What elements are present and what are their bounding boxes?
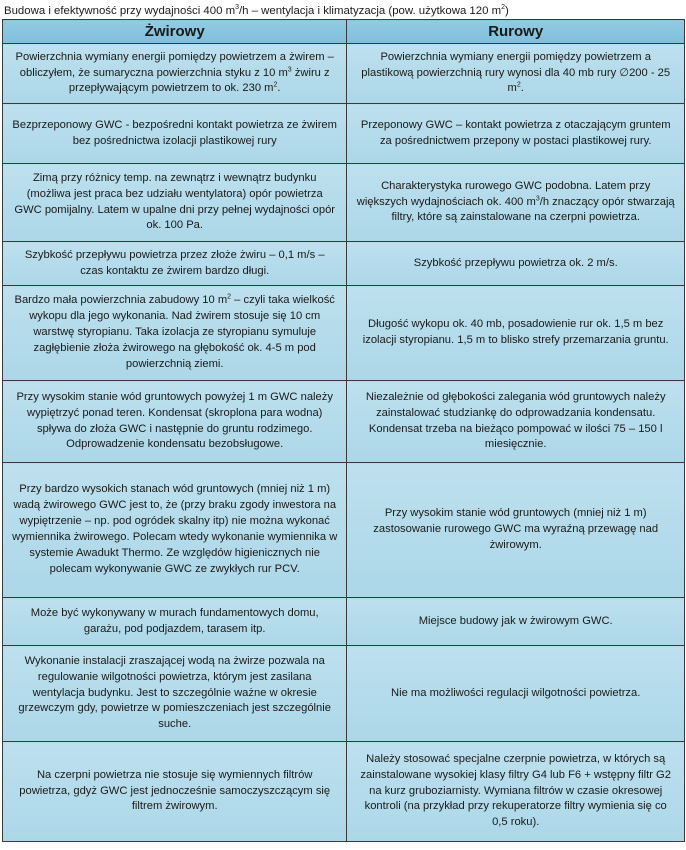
header-pipe: Rurowy	[347, 20, 685, 44]
table-title: Budowa i efektywność przy wydajności 400 $m^3/h$ – wentylacja i klimatyzacja (pow. użytkowa 120 $m^2$)	[4, 4, 509, 17]
table-row	[3, 164, 685, 242]
pipe-cell: Charakterystyka rurowego GWC podobna. Latem przy większych wydajnościach ok. 400 $m^3/h$ znaczący opór stwarzają filtry, które są zainstalowane na czerpni powietrza.	[347, 164, 685, 242]
gravel-cell: Przy bardzo wysokich stanach wód gruntowych (mniej niż 1 m) wadą żwirowego GWC jest to, że (przy braku zgody inwestora na wypiętrzenie – np. pod ogródek skalny itp) nie można wykonać wymiennika żwirowego. Polecam wtedy wykonanie wymiennika w systemie Awadukt Thermo. Ze względów higienicznych nie polecam wykonywanie GWC ze zwykłych rur PCV.	[3, 463, 347, 598]
table-row	[3, 242, 685, 286]
pipe-cell: Należy stosować specjalne czerpnie powietrza, w których są zainstalowane wysokiej klasy filtry G4 lub F6 + wstępny filtr G2 na kurz gruboziarnisty. Wymiana filtrów w czasie okresowej kontroli (na przykład przy rekuperatorze filtry wymienia się co 0,5 roku).	[347, 742, 685, 842]
comparison-table	[2, 19, 685, 842]
pipe-cell: Długość wykopu ok. 40 mb, posadowienie rur ok. 1,5 m bez izolacji styropianu. 1,5 m to blisko strefy przemarzania gruntu.	[347, 286, 685, 381]
pipe-cell: Nie ma możliwości regulacji wilgotności powietrza.	[347, 646, 685, 742]
gravel-cell: Bardzo mała powierzchnia zabudowy 10 $m^2$ – czyli taka wielkość wykopu dla jego wykonania. Nad żwirem stosuje się 10 cm warstwę styropianu. Taka izolacja ze styropianu symuluje zagłębienie złoża żwirowego na głębokość ok. 4-5 m pod powierzchnią ziemi.	[3, 286, 347, 381]
pipe-cell: Przeponowy GWC – kontakt powietrza z otaczającym gruntem za pośrednictwem przepony w postaci plastikowej rury.	[347, 104, 685, 164]
pipe-cell: Niezależnie od głębokości zalegania wód gruntowych należy zainstalować studziankę do odprowadzania kondensatu. Kondensat trzeba na bieżąco pompować w ilości 75 – 150 l miesięcznie.	[347, 381, 685, 463]
header-row	[3, 20, 685, 44]
pipe-cell: Przy wysokim stanie wód gruntowych (mniej niż 1 m) zastosowanie rurowego GWC ma wyraźną przewagę nad żwirowym.	[347, 463, 685, 598]
gravel-cell: Przy wysokim stanie wód gruntowych powyżej 1 m GWC należy wypiętrzyć ponad teren. Kondensat (skroplona para wodna) spływa do złoża GWC i następnie do gruntu rodzimego. Odprowadzenie kondensatu bezobsługowe.	[3, 381, 347, 463]
gravel-cell: Może być wykonywany w murach fundamentowych domu, garażu, pod podjazdem, tarasem itp.	[3, 598, 347, 646]
pipe-cell: Powierzchnia wymiany energii pomiędzy powietrzem a plastikową powierzchnią rury wynosi dla 40 mb rury ∅200 - 25 $m^2$.	[347, 44, 685, 104]
table-row	[3, 463, 685, 598]
table-row	[3, 381, 685, 463]
gravel-cell: Bezprzeponowy GWC - bezpośredni kontakt powietrza ze żwirem bez pośrednictwa izolacji plastikowej rury	[3, 104, 347, 164]
gravel-cell: Na czerpni powietrza nie stosuje się wymiennych filtrów powietrza, gdyż GWC jest jednocześnie samoczyszczącym się filtrem żwirowym.	[3, 742, 347, 842]
table-row	[3, 104, 685, 164]
table-row	[3, 44, 685, 104]
header-gravel: Żwirowy	[3, 20, 347, 44]
pipe-cell: Miejsce budowy jak w żwirowym GWC.	[347, 598, 685, 646]
table-row	[3, 598, 685, 646]
gravel-cell: Powierzchnia wymiany energii pomiędzy powietrzem a żwirem – obliczyłem, że sumaryczna powierzchnia styku z 10 $m^3$ żwiru z przepływającym powietrzem to ok. 230 $m^2$.	[3, 44, 347, 104]
table-row	[3, 286, 685, 381]
gravel-cell: Zimą przy różnicy temp. na zewnątrz i wewnątrz budynku (możliwa jest praca bez udziału wentylatora) opór powietrza GWC pomijalny. Latem w upalne dni przy pełnej wydajności opór ok. 100 Pa.	[3, 164, 347, 242]
pipe-cell: Szybkość przepływu powietrza ok. 2 m/s.	[347, 242, 685, 286]
table-row	[3, 646, 685, 742]
gravel-cell: Szybkość przepływu powietrza przez złoże żwiru – 0,1 m/s – czas kontaktu ze żwirem bardzo długi.	[3, 242, 347, 286]
table-row	[3, 742, 685, 842]
gravel-cell: Wykonanie instalacji zraszającej wodą na żwirze pozwala na regulowanie wilgotności powietrza, którym jest zasilana wentylacja budynku. Jest to szczególnie ważne w okresie grzewczym gdy, powietrze w pomieszczeniach jest szczególnie suche.	[3, 646, 347, 742]
